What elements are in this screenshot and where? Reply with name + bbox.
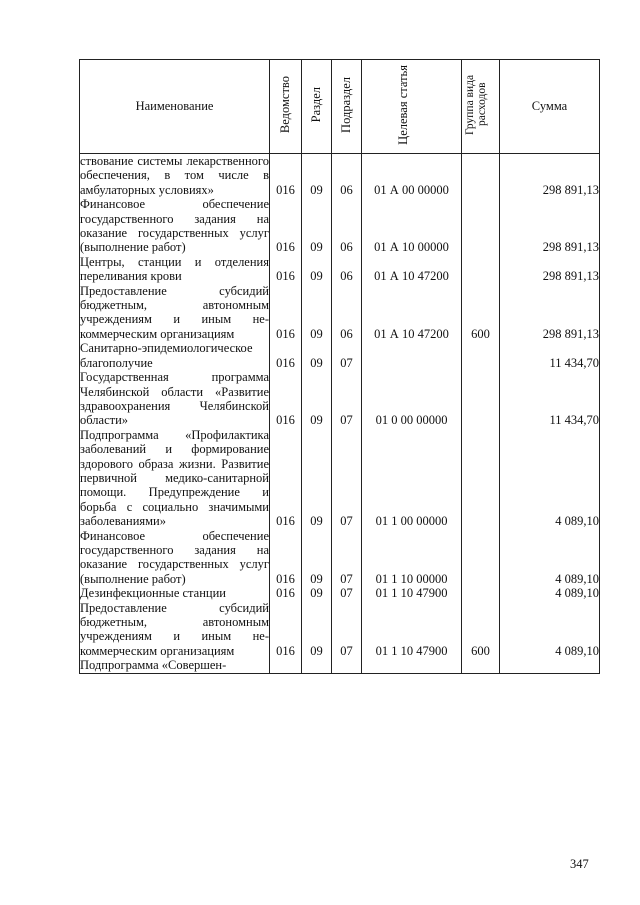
cell-dept: 016 [270, 341, 302, 370]
header-group [462, 60, 500, 154]
table-row [80, 601, 600, 659]
cell-dept: 016 [270, 284, 302, 342]
cell-group: 600 [462, 601, 500, 659]
cell-name: Финансовое обеспечение государственного задания на оказание государственных услуг (выполнение работ) [80, 528, 269, 586]
cell-section: 09 [302, 601, 332, 659]
table-row [80, 586, 600, 600]
cell-section: 09 [302, 586, 332, 600]
cell-name: Центры, станции и отделения переливания крови [80, 254, 269, 284]
cell-subsection [332, 658, 362, 673]
cell-sum: 298 891,13 [500, 284, 600, 342]
table-row [80, 341, 600, 370]
cell-sum: 298 891,13 [500, 154, 600, 198]
cell-section: 09 [302, 197, 332, 255]
header-target [362, 60, 462, 154]
cell-subsection: 07 [332, 529, 362, 587]
cell-target: 01 А 10 47200 [362, 255, 462, 284]
cell-sum: 4 089,10 [500, 601, 600, 659]
cell-group [462, 658, 500, 673]
cell-target: 01 А 10 47200 [362, 284, 462, 342]
cell-name: Подпрограмма «Совершен- [80, 658, 270, 673]
cell-dept: 016 [270, 197, 302, 255]
table-header [80, 60, 600, 154]
cell-sum: 298 891,13 [500, 197, 600, 255]
cell-group [462, 529, 500, 587]
cell-section: 09 [302, 255, 332, 284]
cell-subsection: 07 [332, 586, 362, 600]
cell-sum: 11 434,70 [500, 370, 600, 428]
table-row [80, 658, 600, 673]
cell-dept [270, 658, 302, 673]
cell-sum: 4 089,10 [500, 529, 600, 587]
cell-dept: 016 [270, 154, 302, 198]
cell-sum: 11 434,70 [500, 341, 600, 370]
cell-name: Подпрограмма «Профилактика заболеваний и формирование здорового образа жизни. Развитие первичной медико-санитарной помощи. Предупреждение и борьба с социально значимыми заболеваниями» [80, 427, 269, 529]
cell-dept: 016 [270, 586, 302, 600]
table-row [80, 197, 600, 255]
table-row [80, 154, 600, 198]
table-body [80, 154, 600, 674]
cell-target: 01 А 10 00000 [362, 197, 462, 255]
cell-sum: 4 089,10 [500, 428, 600, 529]
cell-group [462, 370, 500, 428]
cell-target [362, 341, 462, 370]
cell-sum: 4 089,10 [500, 586, 600, 600]
cell-subsection: 07 [332, 370, 362, 428]
cell-group: 600 [462, 284, 500, 342]
cell-target: 01 1 10 47900 [362, 586, 462, 600]
cell-section: 09 [302, 284, 332, 342]
table-row [80, 284, 600, 342]
cell-name: Предоставление субсидий бюджетным, автономным учреждениям и иным некоммерческим организациям [80, 600, 269, 658]
cell-dept: 016 [270, 255, 302, 284]
cell-dept: 016 [270, 370, 302, 428]
cell-dept: 016 [270, 428, 302, 529]
cell-name: Дезинфекционные станции [80, 586, 270, 600]
table-row [80, 529, 600, 587]
page-number: 347 [570, 857, 589, 871]
cell-group [462, 255, 500, 284]
cell-target: 01 1 00 00000 [362, 428, 462, 529]
header-subsection [332, 60, 362, 154]
cell-section: 09 [302, 529, 332, 587]
header-target-label: Целевая статья [395, 64, 410, 145]
cell-target: 01 1 10 47900 [362, 601, 462, 659]
table-row [80, 370, 600, 428]
cell-section [302, 658, 332, 673]
header-section [302, 60, 332, 154]
cell-subsection: 07 [332, 341, 362, 370]
cell-name: Санитарно-эпидемиологическое благополучие [80, 341, 270, 370]
cell-group [462, 586, 500, 600]
header-section-label: Раздел [308, 86, 323, 123]
cell-target: 01 А 00 00000 [362, 154, 462, 198]
cell-group [462, 197, 500, 255]
header-dept [270, 60, 302, 154]
cell-name: ствование системы лекарственного обеспечения, в том числе в амбулаторных условиях» [80, 154, 269, 197]
cell-subsection: 06 [332, 197, 362, 255]
cell-subsection: 06 [332, 284, 362, 342]
cell-name: Финансовое обеспечение государственного задания на оказание государственных услуг (выполнение работ) [80, 197, 269, 255]
cell-target: 01 0 00 00000 [362, 370, 462, 428]
header-dept-label: Ведомство [277, 75, 292, 134]
cell-section: 09 [302, 341, 332, 370]
cell-section: 09 [302, 154, 332, 198]
cell-subsection: 07 [332, 428, 362, 529]
cell-dept: 016 [270, 601, 302, 659]
cell-sum [500, 658, 600, 673]
header-subsection-label: Подраздел [338, 76, 353, 133]
cell-sum: 298 891,13 [500, 255, 600, 284]
cell-group [462, 154, 500, 198]
cell-group [462, 428, 500, 529]
cell-name: Предоставление субсидий бюджетным, автономным учреждениям и иным некоммерческим организациям [80, 283, 269, 341]
table-row [80, 428, 600, 529]
cell-subsection: 06 [332, 154, 362, 198]
header-group-label: Группа вида расходов [463, 74, 488, 135]
cell-group [462, 341, 500, 370]
header-sum: Сумма [500, 60, 600, 154]
cell-target: 01 1 10 00000 [362, 529, 462, 587]
cell-dept: 016 [270, 529, 302, 587]
header-name: Наименование [80, 60, 270, 154]
cell-target [362, 658, 462, 673]
cell-section: 09 [302, 370, 332, 428]
cell-name: Государственная программа Челябинской области «Развитие здравоохранения Челябинской области» [80, 370, 269, 428]
cell-section: 09 [302, 428, 332, 529]
cell-subsection: 06 [332, 255, 362, 284]
table-row [80, 255, 600, 284]
budget-table [79, 59, 600, 674]
cell-subsection: 07 [332, 601, 362, 659]
